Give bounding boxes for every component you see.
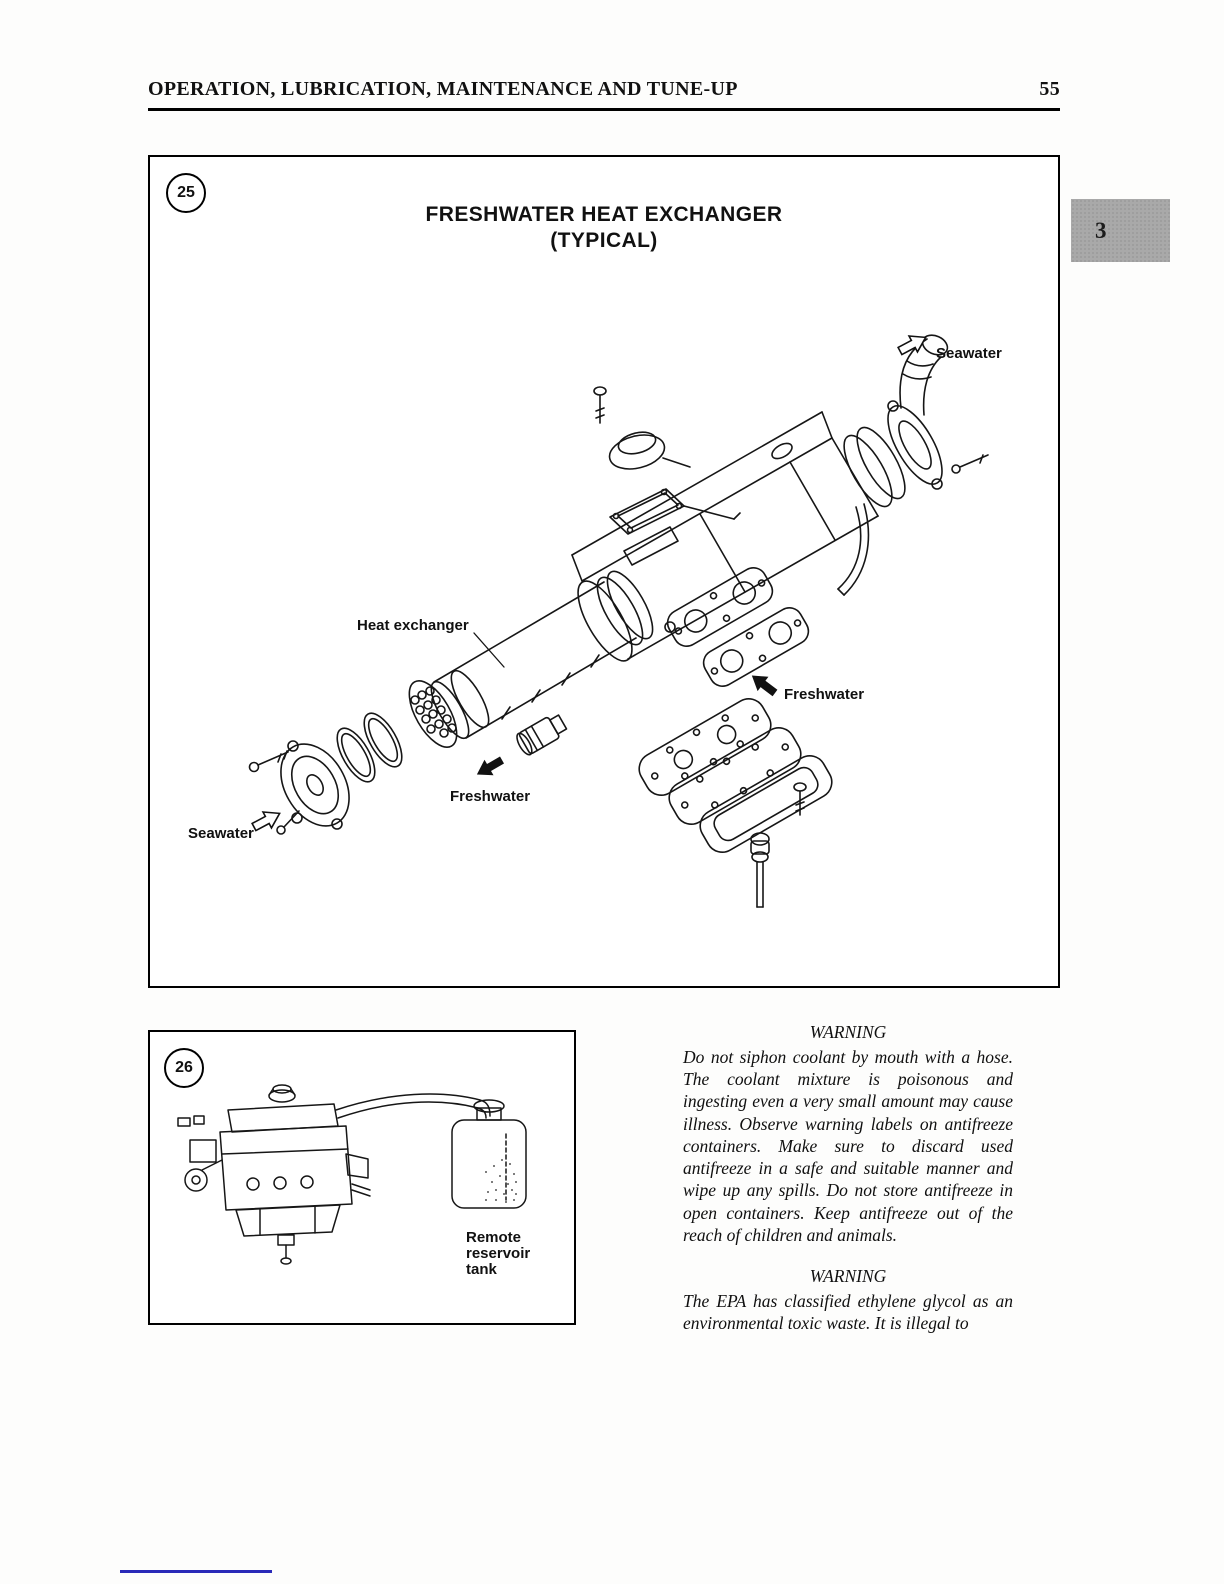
figure-25-box	[148, 155, 1060, 988]
figure-25-title: FRESHWATER HEAT EXCHANGER	[425, 203, 783, 226]
seawater-out-arrow-icon	[896, 329, 930, 359]
label-seawater-top: Seawater	[936, 345, 1002, 362]
coolant-stipple	[485, 1159, 517, 1203]
heat-exchanger-pointer-line	[474, 633, 504, 667]
freshwater-right-arrow-icon	[746, 668, 780, 700]
figure-26-box	[148, 1030, 576, 1325]
freshwater-left-arrow-icon	[472, 752, 506, 782]
figure-25-number: 25	[166, 173, 206, 213]
figure-26-number: 26	[164, 1048, 204, 1088]
warning-body-1: Do not siphon coolant by mouth with a hose. The coolant mixture is poisonous and ingesting even a very small amount may cause illness. Observe warning labels on antifreeze containers. Make sure to discard used antifreeze in a safe and suitable manner and wipe up any spills. Do not store antifreeze in open containers. Keep antifreeze out of the reach of children and animals.	[683, 1047, 1013, 1245]
label-remote-line1: Remote	[466, 1229, 522, 1246]
warning-column	[683, 1022, 1013, 1354]
heat-exchanger-diagram	[150, 255, 1056, 984]
figure-25-subtitle: (TYPICAL)	[550, 229, 658, 252]
label-seawater-bottom: Seawater	[188, 825, 254, 842]
footer-artifact-line	[120, 1570, 272, 1573]
label-remote-line3: tank	[466, 1261, 497, 1278]
page-number: 55	[1039, 78, 1060, 100]
warning-heading-1: WARNING	[809, 1022, 887, 1042]
warning-body-2: The EPA has classified ethylene glycol as an environmental toxic waste. It is illegal to	[683, 1290, 1013, 1334]
label-remote-line2: reservoir	[466, 1245, 531, 1262]
remote-reservoir-diagram	[150, 1032, 574, 1323]
seawater-in-arrow-icon	[250, 805, 284, 835]
page-header-title: OPERATION, LUBRICATION, MAINTENANCE AND TUNE-UP	[148, 78, 738, 100]
label-heat-exchanger: Heat exchanger	[357, 617, 469, 634]
warning-heading-2: WARNING	[809, 1265, 887, 1286]
label-freshwater-left: Freshwater	[450, 788, 531, 805]
page-header	[148, 78, 1060, 111]
label-freshwater-right: Freshwater	[784, 686, 865, 703]
section-tab: 3	[1071, 199, 1170, 262]
